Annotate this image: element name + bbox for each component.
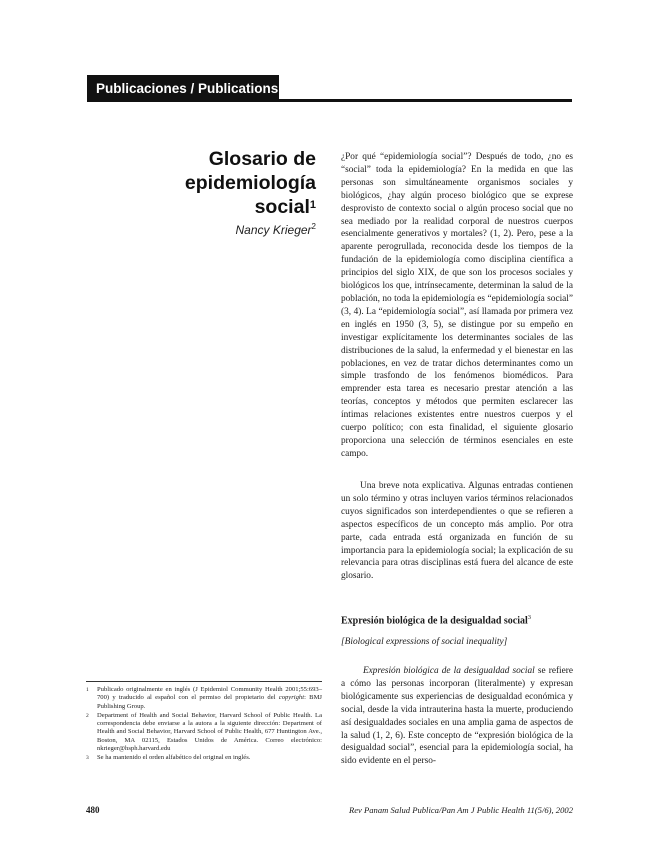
journal-citation: Rev Panam Salud Publica/Pan Am J Public Health 11(5/6), 2002	[348, 805, 573, 815]
footnote	[86, 754, 322, 762]
footnote-mark: 2	[86, 712, 89, 719]
author-footnote-ref[interactable]: 2	[311, 222, 316, 231]
title-line-2: epidemiología social	[184, 172, 316, 218]
footnote-text-part: Publicado originalmente en inglés (J Epidemiol Community Health 2001;55:693–700) y traducido al español con el permiso del propietario del	[97, 686, 322, 702]
section-header: Publicaciones / Publications	[87, 75, 279, 102]
body-paragraph-1: ¿Por qué “epidemiología social”? Después de todo, ¿no es “social” toda la epidemiología? En la medida en que las personas son simultáneamente organismos sociales y biológicos, ¿hay algún proceso biológico que se exprese desprovisto de contexto social o algún proceso social que no sea mediado por la realidad corporal de nuestros cuerpos esencialmente generativos y mortales? (1, 2). Pero, pese a la aparente perogrullada, reconocida desde los tiempos de la fundación de la epidemiología como disciplina científica a principios del siglo XIX, de que son los procesos sociales y biológicos los que, intrínsecamente, determinan la salud de la población, no toda la epidemiología es “epidemiología social” (3, 4). La “epidemiología social”, así llamada por primera vez en inglés en 1950 (3, 5), se distingue por su empeño en investigar explícitamente los determinantes sociales de las distribuciones de la salud, la enfermedad y el bienestar en las poblaciones, en vez de tratar dichos determinantes como un simple trasfondo de los fenómenos biomédicos. Para emprender esta tarea es necesario prestar atención a las teorías, conceptos y métodos que permiten esclarecer las íntimas relaciones existentes entre nuestros cuerpos y el cuerpo político; con esta finalidad, el siguiente glosario proporciona una selección de términos esenciales en este campo.	[341, 152, 573, 459]
entry-definition: se refiere a cómo las personas incorporan (literalmente) y expresan biológicamente sus experiencias de desigualdad económica y social, desde la vida intrauterina hasta la muerte, produciendo así desigualdades sociales en una amplia gama de aspectos de la salud (1, 2, 6). Este concepto de “expresión biológica de la desigualdad social”, esencial para la epidemiología social, ha sido evidente en el perso-	[341, 666, 573, 767]
entry-heading-text: Expresión biológica de la desigualdad social	[341, 615, 528, 627]
footnote-rule	[86, 681, 322, 682]
entry-term: Expresión biológica de la desigualdad social	[363, 666, 535, 676]
footnote-mark: 1	[86, 687, 89, 693]
body-paragraph-2: Una breve nota explicativa. Algunas entradas contienen un solo término y otras incluyen varios términos relacionados cuyos significados son interdependientes o que se refieren a aspectos específicos de un concepto más amplio. Por otra parte, cada entrada está organizada en función de su importancia para la epidemiología social; la explicación de su relevancia para otras disciplinas está fuera del alcance de este glosario.	[341, 481, 573, 582]
footnote	[86, 686, 322, 711]
entry-heading-english: [Biological expressions of social inequality]	[341, 637, 508, 647]
footnote-text: Department of Health and Social Behavior, Harvard School of Public Health. La correspondencia debe enviarse a la autora a la siguiente dirección: Department of Health and Social Behavior, Harvard School of Public Health, 677 Huntington Ave., Boston, MA 02115, Estados Unidos de América. Correo electrónico: nkrieger@hsph.harvard.edu	[97, 711, 322, 753]
footnote	[86, 712, 322, 753]
footnote-text: Se ha mantenido el orden alfabético del original en inglés.	[97, 754, 251, 762]
footnote-text	[97, 686, 322, 711]
footnotes	[86, 686, 322, 764]
header-rule	[279, 99, 572, 102]
body-paragraph-3	[341, 665, 573, 768]
article-title	[120, 147, 316, 219]
footnote-text-italic: copyright	[278, 694, 305, 702]
author-name: Nancy Krieger	[235, 223, 312, 237]
title-line-1: Glosario de	[208, 148, 316, 170]
footnote-mark: 3	[86, 755, 89, 762]
entry-heading	[341, 614, 573, 626]
author	[150, 222, 316, 237]
entry-heading-footnote-ref[interactable]: 3	[527, 614, 532, 621]
footnote-text-part: : BMJ Publishing Group.	[97, 694, 322, 710]
page-number: 480	[86, 805, 100, 815]
title-footnote-ref[interactable]: 1	[309, 199, 316, 211]
